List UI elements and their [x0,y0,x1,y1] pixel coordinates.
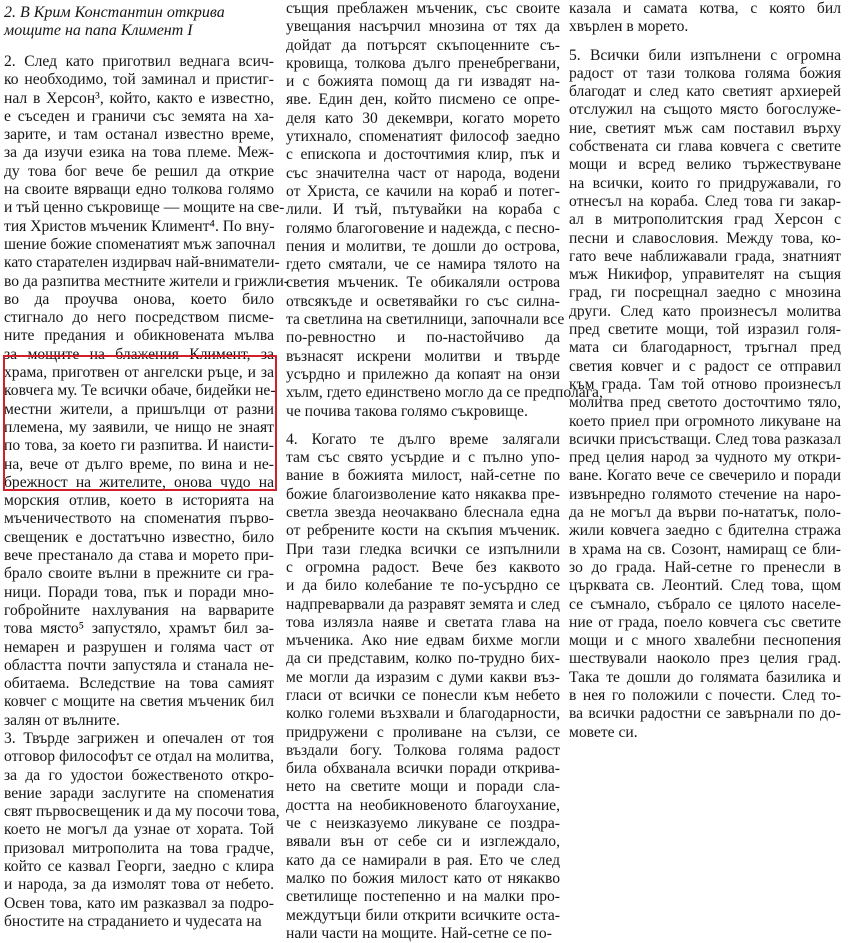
text-line: яве. Един ден, който писмено се опре- [286,91,560,109]
text-line: свещеник е достатъчно известно, било [4,528,274,546]
text-line: ници. Поради това, пък и поради мно- [4,583,274,601]
text-line: същия преблажен мъченик, със своите [286,0,560,17]
text-line: ните предания и обикновената мълва [4,327,274,345]
text-line: брежност на жителите, онова чудо на [4,473,274,491]
text-line: Така те дошли до голямата базилика и [569,668,841,686]
text-line: песни и славословия. Между това, ко- [569,229,841,247]
paragraph-2 [4,53,290,730]
text-line: мъж Никифор, управителят на същия [569,266,841,284]
text-line: бностите на страданието и чудесата на [4,912,262,930]
text-line: гато вече наближавали града, знатният [569,247,841,265]
text-line: възнасят искрени молитви и твърде [286,347,560,365]
text-line: жили ковчега заедно с бдителна стража [569,522,841,540]
text-line: да не могъл да върви по-нататък, поло- [569,504,841,522]
text-line: 4. Когато те дълго време залягали [286,430,560,448]
text-line: 2. След като приготвил веднага всич- [4,53,274,70]
text-line: ал в митрополитския град Херсон с [569,211,841,229]
text-line: местни жители, а пришълци от разни [4,400,274,418]
text-line: вече престанало да става и морето при- [4,547,274,565]
text-line: мощи и всред велико тържествуване [569,156,841,174]
text-line: че с неизказуемо ликуване се поздра- [286,815,560,833]
text-line: за да изучи езика на това племе. Меж- [4,144,274,162]
text-line: с епископа и досточтимия клир, пък и [286,146,560,164]
text-line: за мощите на блажения Климент, за [4,345,274,363]
text-line: светилище постепенно и на малки про- [286,888,560,906]
text-line: светия ковчег и с радост се отправил [569,357,841,375]
text-line: молитва пред светото досточтимо тяло, [569,394,841,412]
text-line: междутъци били открити всичките оста- [286,906,560,924]
text-line: се съмнало, събрало се цялото населе- [569,595,841,613]
text-line: и да било колебание те по-усърдно се [286,577,560,595]
text-line: вение заради заслугите на споменатия [4,784,274,802]
text-line: като да се намирали в рая. Ето че след [286,851,560,869]
text-line: който се казвал Георги, заедно с клира [4,858,274,876]
text-line: кровища, толкова дълго пренебрегвани, [286,54,560,72]
text-line: ко необходимо, той заминал и пристиг- [4,71,274,89]
text-line: голямо благоговение и надежда, с песно- [286,219,560,237]
text-line: към града. Там той отново произнесъл [569,375,841,393]
chapter-heading [4,4,274,40]
text-line: хълм, гдето единствено могло да се предполага, [286,384,603,402]
text-line: като старателен издирвач най-вниматели- [4,254,280,272]
text-line: на своите вярващи едно толкова голямо [4,181,274,199]
text-line: ние от града, поело ковчега със светите [569,613,841,631]
text-line: немарен и разрушен и голяма част от [4,638,274,656]
text-column-2 [286,0,603,943]
text-line: което приел при огромното ликуване на [569,412,841,430]
text-line: зо до града. Най-сетне го пренесли в [569,558,841,576]
text-line: на, вече от дълго време, по вина и не- [4,455,274,473]
text-line: била обхванала всички поради открива- [286,760,560,778]
text-line: мовете си. [569,723,638,741]
text-line: зарите, и там останал известно време, [4,126,274,144]
text-line: и народа, за да измолят това от небето. [4,876,274,894]
text-line: Освен това, като им разказвал за подро- [4,894,274,912]
text-line: во да разпитва местните жители и грижли- [4,272,290,290]
text-line: призовал митрополита на това градче, [4,839,274,857]
text-line: пред целия народ за чудното му откри- [569,449,841,467]
text-line: въздали богу. Толкова голяма радост [286,741,560,759]
text-line: мата си благодарност, тръгнал пред [569,339,841,357]
text-line: със значителна част от народа, водени [286,164,560,182]
text-line: отнесъл на кораба. След това ги закар- [569,192,841,210]
text-line: усърдно и прилежно да копаят на онзи [286,365,560,383]
text-line: това място⁵ запустяло, храмът бил за- [4,620,274,638]
text-line: колко големи възхвали и благодарности, [286,705,560,723]
text-line: достта на необикновеното благоухание, [286,796,560,814]
text-line: та светлина на светилници, започнали все [286,311,565,329]
text-line: което не могъл да узнае от хората. Той [4,821,274,839]
text-line: нал в Херсон³, който, както е известно, [4,89,274,107]
text-line: племена, му заявили, че нищо не знаят [4,418,274,436]
text-line: мъченика. Ако ние едвам бихме могли [286,632,560,650]
text-line: брало своите вълни в прежните си гра- [4,565,274,583]
text-line: вявали вън от себе си и изглеждало, [286,833,560,851]
text-line: с огромна радост. Вече без каквото [286,558,560,576]
paragraph-4 [286,431,560,943]
text-line: е съседен и граничи със земята на ха- [4,107,274,125]
text-line: 5. Всички били изпълнени с огромна [569,46,841,64]
paragraph-4-continued [569,0,841,37]
text-line: мощи и с много хвалебни песнопения [569,632,841,650]
text-line: залян от вълните. [4,711,120,729]
text-line: 3. Твърде загрижен и опечален от тоя [4,729,274,747]
text-line: областта почти запустяла и станала не- [4,656,274,674]
text-line: това излязла наяве и светата глава на [286,613,560,631]
paragraph-3-continued [286,0,603,421]
text-line: за да го удостои божественото откро- [4,766,274,784]
text-line: по-ревностно и по-настойчиво да [286,329,560,347]
text-column-3 [569,0,841,742]
text-line: казала и самата котва, с която бил [569,0,841,17]
text-line: утихнало, споменатият философ заедно [286,128,560,146]
heading-line: мощите на папа Климент I [4,22,193,39]
text-line: отвсякъде и осветявайки го със силна- [286,292,560,310]
text-line: гдето смятали, че се намира тялото на [286,256,560,274]
text-line: ковчег с мощите на светия мъченик бил [4,693,274,711]
text-line: дойдат да потърсят скъпоценните съ- [286,36,560,54]
text-line: пения и молитви, те дошли до острова, [286,237,560,255]
text-line: извънредно голямото стечение на наро- [569,485,841,503]
text-line: деля като 30 декември, когато морето [286,109,560,127]
text-line: увещания насърчил мнозина от тях да [286,18,560,36]
text-line: в храма на св. Созонт, намиращ се бли- [569,540,841,558]
text-line: на всички, които го придружавали, го [569,174,841,192]
text-line: свят първосвещеник и да му посочи това, [4,803,280,821]
text-line: че почива такова голямо съкровище. [286,402,528,420]
paragraph-3 [4,729,280,931]
text-line: нали части на мощите. Най-сетне се по- [286,924,552,942]
text-line: гласи от всички се понесли към небето [286,686,560,704]
text-line: При тази гледка всички се изпълнили [286,540,560,558]
text-line: град, ги посрещнал заедно с мнозина [569,284,841,302]
text-line: всички присъстващи. След това разказал [569,430,841,448]
text-line: други. След като произнесъл молитва [569,302,841,320]
text-line: храма, приготвен от ангелски ръце, и за [4,364,274,382]
text-line: отслужил на същото място богослуже- [569,101,841,119]
text-line: придружени с проливане на сълзи, се [286,723,560,741]
text-line: стигнало до него посредством писме- [4,309,274,327]
text-line: светла звезда неочаквано блеснала една [286,504,560,522]
text-line: и тъй ценно съкровище — мощите на све- [4,199,285,217]
text-line: по това, за което ги разпитва. И наисти- [4,437,274,455]
text-line: светия мъченик. Те обикаляли острова [286,274,560,292]
text-line: да си представим, колко по-трудно бих- [286,650,560,668]
text-line: нето на светите мощи и поради сла- [286,778,560,796]
text-line: ду това бог вече бе решил да открие [4,162,274,180]
text-line: пред светите мощи, той изразил голя- [569,321,841,339]
text-line: божие благоизволение като някаква пре- [286,485,560,503]
text-line: ковчега му. Те всички обаче, бидейки не- [4,382,276,400]
text-line: мъченичеството на споменатия първо- [4,510,274,528]
text-line: собствената си глава ковчега с светите [569,138,841,156]
text-line: морския отлив, което в историята на [4,492,274,510]
text-line: там със свято усърдие и с пълно упо- [286,449,560,467]
text-line: лили. И тъй, пътувайки на кораба с [286,201,560,219]
text-line: отговор философът се отдал на молитва, [4,748,274,766]
text-line: надпреварвали да разравят земята и след [286,595,560,613]
text-column-1 [4,0,290,931]
text-line: хвърлен в морето. [569,18,689,36]
text-line: ме могли да изразим с думи какви въз- [286,668,560,686]
text-line: ние, светият мъж сам поставил върху [569,119,841,137]
text-line: малко по божия милост като от някакво [286,869,560,887]
text-line: ване. Когато вече се свечерило и поради [569,467,841,485]
text-line: от ребрените кости на скъпия мъченик. [286,522,560,540]
text-line: благодат и след като светият архиерей [569,83,841,101]
text-line: и с божията помощ да ги извадят на- [286,73,560,91]
text-line: обитаема. Вследствие на това самият [4,675,274,693]
text-line: тия Христов мъченик Климент⁴. По вну- [4,217,275,235]
text-line: в нея го положили с почести. След то- [569,686,841,704]
text-line: вание в божията милост, най-сетне по [286,467,560,485]
heading-line: 2. В Крим Константин открива [4,4,225,21]
text-line: от Христа, се качили на кораб и потег- [286,182,560,200]
text-line: църквата св. Леонтий. След това, щом [569,577,841,595]
text-line: во да проучва онова, което било [4,290,274,308]
text-line: ва всички радостни се завърнали по до- [569,705,841,723]
text-line: шествували наоколо през целия град. [569,650,841,668]
text-line: радост от тази толкова голяма божия [569,64,841,82]
paragraph-5 [569,47,841,742]
text-line: шение божие споменатият мъж започнал [4,235,276,253]
text-line: гобройните нахлувания на варварите [4,601,274,619]
